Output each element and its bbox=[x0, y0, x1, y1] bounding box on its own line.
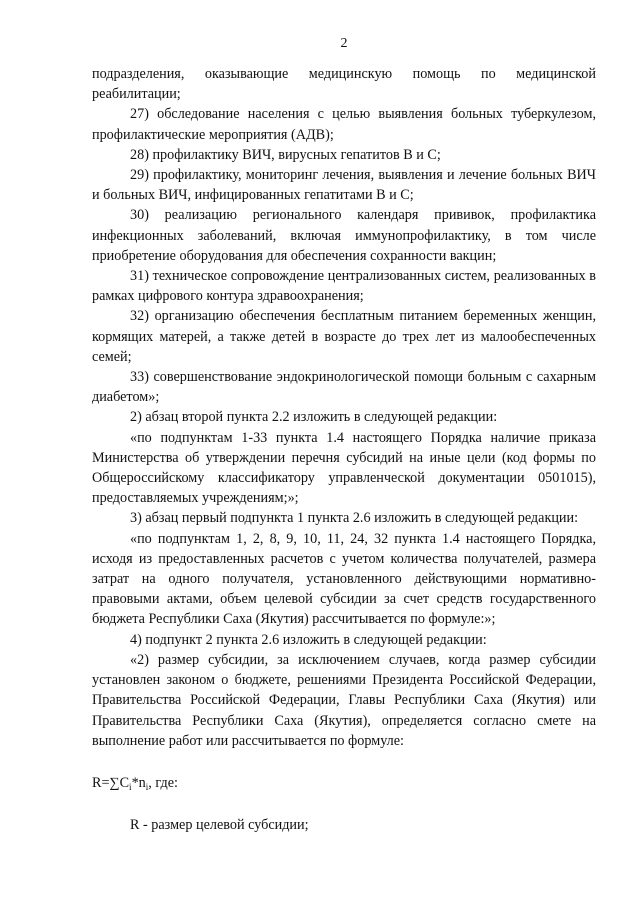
amendment-2-text: «по подпунктам 1-33 пункта 1.4 настоящего Порядка наличие приказа Министерства об утверждении перечня субсидий на иные цели (код формы по Общероссийскому классификатору управленческой документации 0501015), предоставляемых учреждениям;»; bbox=[92, 429, 596, 507]
formula-definition: R - размер целевой субсидии; bbox=[130, 817, 309, 834]
list-item-31: 31) техническое сопровождение централизованных систем, реализованных в рамках цифрового контура здравоохранения; bbox=[92, 268, 596, 305]
page-number: 2 bbox=[340, 36, 348, 51]
formula-rhs: , где: bbox=[148, 774, 178, 791]
formula-lhs: R=∑C bbox=[92, 774, 130, 791]
subsidy-formula bbox=[92, 773, 596, 793]
list-item-32: 32) организацию обеспечения бесплатным питанием беременных женщин, кормящих матерей, а также детей в возрасте до трех лет из малообеспеченных семей; bbox=[92, 308, 596, 365]
formula-mid: *n bbox=[131, 774, 146, 791]
amendment-2-heading: 2) абзац второй пункта 2.2 изложить в следующей редакции: bbox=[130, 409, 498, 426]
amendment-4-text: «2) размер субсидии, за исключением случаев, когда размер субсидии установлен законом о бюджете, решениями Президента Российской Федерации, Правительства Российской Федерации, Главы Республики Саха (Якутия) или Правительства Республики Саха (Якутия), определяется согласно смете на выполнение работ или рассчитывается по формуле: bbox=[92, 651, 596, 749]
document-body bbox=[92, 64, 596, 835]
amendment-3-heading: 3) абзац первый подпункта 1 пункта 2.6 изложить в следующей редакции: bbox=[130, 510, 579, 527]
amendment-3-text: «по подпунктам 1, 2, 8, 9, 10, 11, 24, 32 пункта 1.4 настоящего Порядка, исходя из предоставленных расчетов с учетом количества получателей, размера затрат на одного получателя, установленного действующими нормативно-правовыми актами, объем целевой субсидии за счет средств государственного бюджета Республики Саха (Якутия) рассчитывается по формуле:»; bbox=[92, 530, 596, 628]
list-item-29: 29) профилактику, мониторинг лечения, выявления и лечение больных ВИЧ и больных ВИЧ, инфицированных гепатитами В и С; bbox=[92, 167, 596, 204]
list-item-28: 28) профилактику ВИЧ, вирусных гепатитов В и С; bbox=[130, 146, 441, 163]
formula-subscript-2: i bbox=[145, 781, 149, 792]
amendment-4-heading: 4) подпункт 2 пункта 2.6 изложить в следующей редакции: bbox=[130, 631, 487, 648]
paragraph-continuation: подразделения, оказывающие медицинскую помощь по медицинской реабилитации; bbox=[92, 66, 596, 103]
list-item-33: 33) совершенствование эндокринологической помощи больным с сахарным диабетом»; bbox=[92, 369, 596, 406]
list-item-27: 27) обследование населения с целью выявления больных туберкулезом, профилактические мероприятия (АДВ); bbox=[92, 106, 596, 143]
formula-subscript-1: i bbox=[129, 781, 132, 792]
list-item-30: 30) реализацию регионального календаря прививок, профилактика инфекционных заболеваний, включая иммунопрофилактику, в том числе приобретение оборудования для обеспечения сохранности вакцин; bbox=[92, 207, 596, 264]
